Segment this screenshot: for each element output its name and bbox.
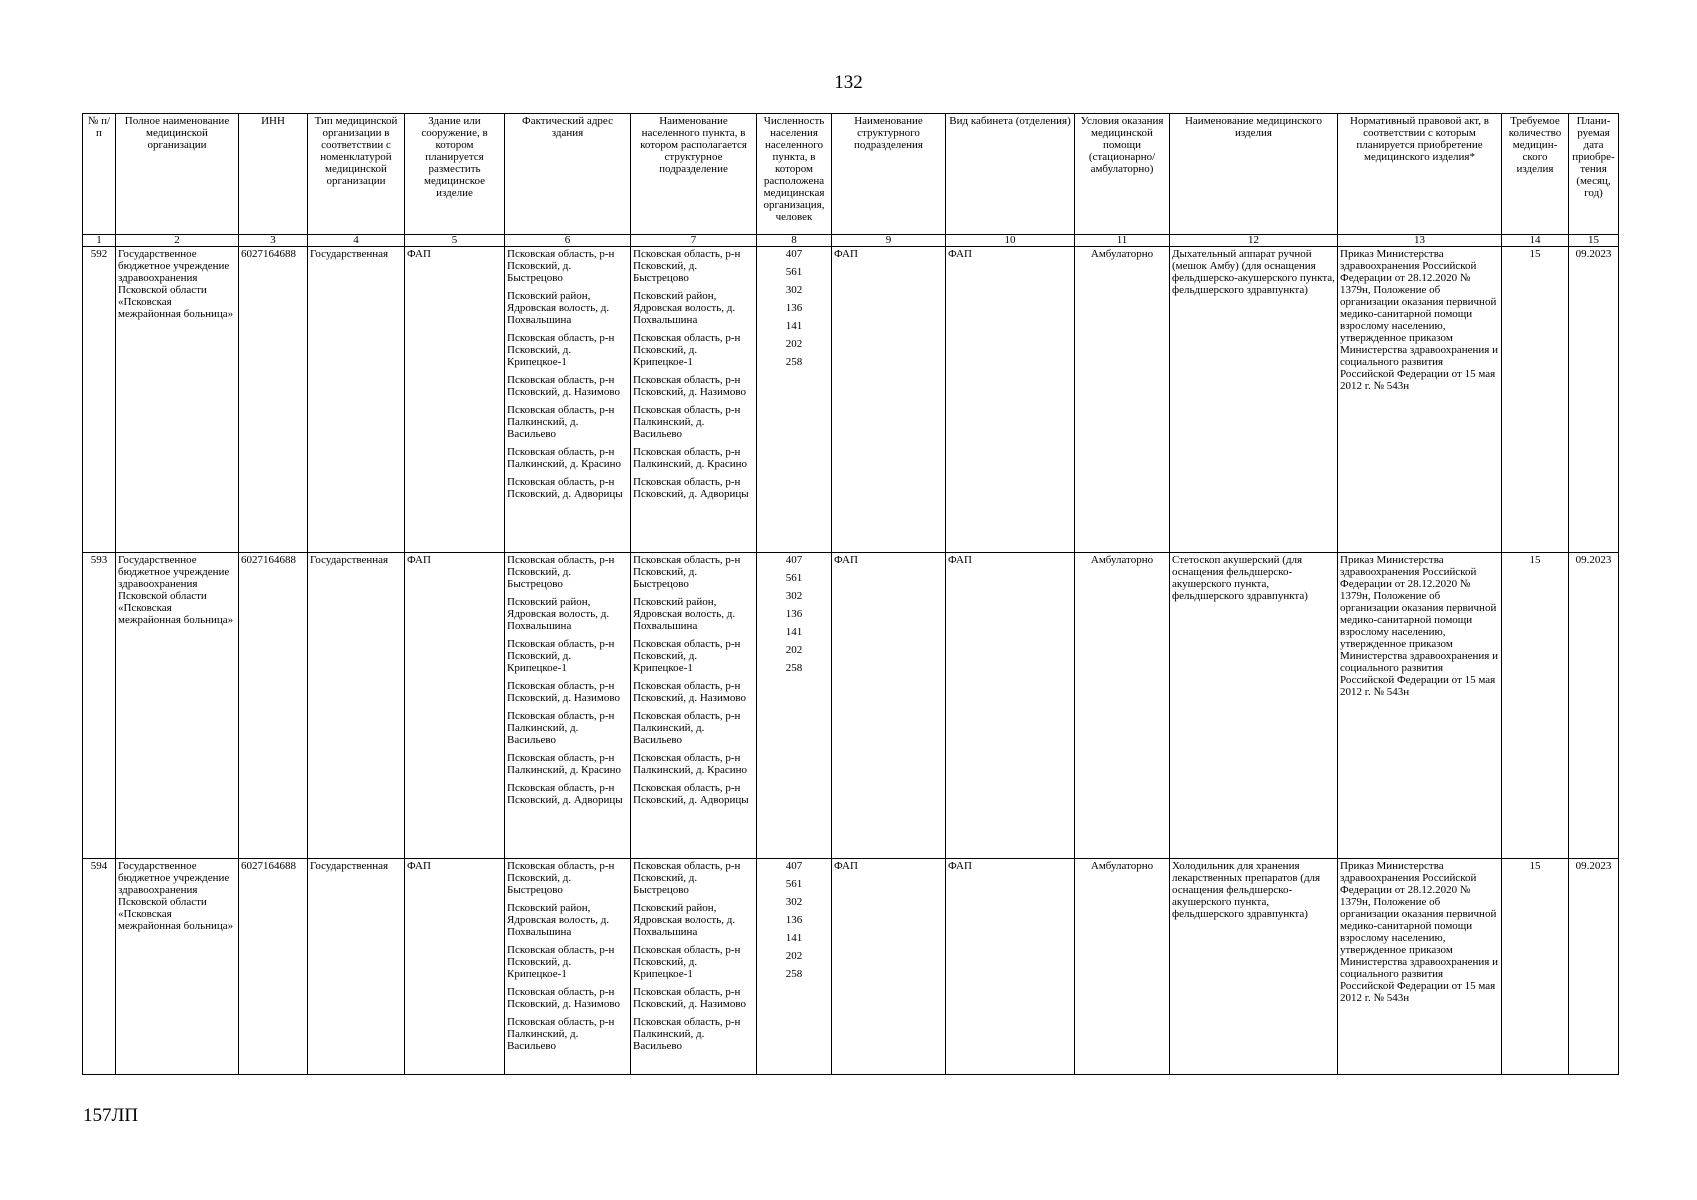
address: Псковская область, р-н Палкинский, д. Красино <box>507 752 622 776</box>
settlement: Псковская область, р-н Псковский, д. Адворицы <box>633 782 749 806</box>
address: Псковская область, р-н Псковский, д. Быстрецово <box>507 554 615 590</box>
column-number: 6 <box>505 235 631 247</box>
population: 302 <box>785 284 803 296</box>
address: Псковская область, р-н Псковский, д. Крипецкое-1 <box>507 944 615 980</box>
settlement: Псковская область, р-н Псковский, д. Адворицы <box>633 476 749 500</box>
column-number: 1 <box>83 235 116 247</box>
column-number: 5 <box>405 235 505 247</box>
subdivision: ФАП <box>832 553 946 859</box>
address-list <box>505 247 631 553</box>
header-type: Тип медицинской организации в соответствии с номенклатурой медицинской организации <box>308 114 405 235</box>
address: Псковский район, Ядровская волость, д. Похвальшина <box>507 290 610 326</box>
column-number: 12 <box>1170 235 1338 247</box>
column-number: 15 <box>1569 235 1619 247</box>
document-code: 157ЛП <box>83 1105 139 1126</box>
settlement: Псковский район, Ядровская волость, д. Похвальшина <box>633 902 736 938</box>
column-number-row <box>83 235 1619 247</box>
settlement: Псковский район, Ядровская волость, д. Похвальшина <box>633 290 736 326</box>
column-number: 2 <box>116 235 239 247</box>
settlement: Псковская область, р-н Псковский, д. Крипецкое-1 <box>633 332 741 368</box>
settlement: Псковская область, р-н Псковский, д. Быстрецово <box>633 860 741 896</box>
settlement: Псковская область, р-н Палкинский, д. Васильево <box>633 1016 741 1052</box>
header-org: Полное наименование медицинской организации <box>116 114 239 235</box>
device-name: Холодильник для хранения лекарственных препаратов (для оснащения фельдшерско-акушерского пункта, фельдшерского здравпункта) <box>1170 859 1338 1075</box>
row-number: 592 <box>83 247 116 553</box>
org-type: Государственная <box>308 859 405 1075</box>
address: Псковская область, р-н Псковский, д. Назимово <box>507 680 620 704</box>
cabinet: ФАП <box>946 553 1075 859</box>
settlement: Псковская область, р-н Палкинский, д. Красино <box>633 446 748 470</box>
planned-date: 09.2023 <box>1569 859 1619 1075</box>
address: Псковская область, р-н Псковский, д. Назимово <box>507 374 620 398</box>
legal-act: Приказ Министерства здравоохранения Российской Федерации от 28.12.2020 № 1379н, Положение об организации оказания первичной медико-санитарной помощи взрослому населению, утвержденное приказом Министерства здравоохранения и социального развития Российской Федерации от 15 мая 2012 г. № 543н <box>1338 553 1502 859</box>
address: Псковская область, р-н Псковский, д. Быстрецово <box>507 860 615 896</box>
column-number: 3 <box>239 235 308 247</box>
population: 302 <box>785 590 803 602</box>
header-cabinet: Вид кабинета (отделения) <box>946 114 1075 235</box>
org-type: Государственная <box>308 247 405 553</box>
address: Псковская область, р-н Псковский, д. Быстрецово <box>507 248 615 284</box>
column-number: 8 <box>757 235 832 247</box>
planned-date: 09.2023 <box>1569 553 1619 859</box>
org-name: Государственное бюджетное учреждение здравоохранения Псковской области «Псковская межрайонная больница» <box>116 247 239 553</box>
legal-act: Приказ Министерства здравоохранения Российской Федерации от 28.12.2020 № 1379н, Положение об организации оказания первичной медико-санитарной помощи взрослому населению, утвержденное приказом Министерства здравоохранения и социального развития Российской Федерации от 15 мая 2012 г. № 543н <box>1338 247 1502 553</box>
address: Псковская область, р-н Псковский, д. Назимово <box>507 986 620 1010</box>
cabinet: ФАП <box>946 859 1075 1075</box>
settlement: Псковская область, р-н Псковский, д. Крипецкое-1 <box>633 944 741 980</box>
device-name: Дыхательный аппарат ручной (мешок Амбу) (для оснащения фельдшерско-акушерского пункта, фельдшерского здравпункта) <box>1170 247 1338 553</box>
inn: 6027164688 <box>239 247 308 553</box>
address: Псковская область, р-н Палкинский, д. Красино <box>507 446 622 470</box>
subdivision: ФАП <box>832 247 946 553</box>
settlement: Псковская область, р-н Палкинский, д. Васильево <box>633 404 741 440</box>
population: 258 <box>785 968 803 980</box>
row-number: 594 <box>83 859 116 1075</box>
population-list <box>757 247 832 553</box>
device-name: Стетоскоп акушерский (для оснащения фельдшерско-акушерского пункта, фельдшерского здравпункта) <box>1170 553 1338 859</box>
population: 136 <box>785 914 803 926</box>
building: ФАП <box>405 247 505 553</box>
planned-date: 09.2023 <box>1569 247 1619 553</box>
page-number: 132 <box>834 72 863 93</box>
address: Псковская область, р-н Псковский, д. Адворицы <box>507 476 623 500</box>
population: 141 <box>785 932 803 944</box>
population: 561 <box>785 266 803 278</box>
header-act: Нормативный правовой акт, в соответствии с которым планируется приобретение медицинского изделия* <box>1338 114 1502 235</box>
settlement: Псковская область, р-н Псковский, д. Быстрецово <box>633 554 741 590</box>
column-number: 4 <box>308 235 405 247</box>
table-row <box>83 247 1619 553</box>
subdivision: ФАП <box>832 859 946 1075</box>
population-list <box>757 859 832 1075</box>
address: Псковская область, р-н Псковский, д. Крипецкое-1 <box>507 332 615 368</box>
table-row <box>83 553 1619 859</box>
population: 141 <box>785 320 803 332</box>
header-row <box>83 114 1619 235</box>
population: 136 <box>785 302 803 314</box>
column-number: 11 <box>1075 235 1170 247</box>
header-device: Наименование медицинского изделия <box>1170 114 1338 235</box>
cabinet: ФАП <box>946 247 1075 553</box>
settlement: Псковская область, р-н Палкинский, д. Васильево <box>633 710 741 746</box>
settlement-list <box>631 859 757 1075</box>
address-list <box>505 859 631 1075</box>
header-inn: ИНН <box>239 114 308 235</box>
population: 202 <box>785 338 803 350</box>
header-address: Фактический адрес здания <box>505 114 631 235</box>
population: 136 <box>785 608 803 620</box>
column-number: 7 <box>631 235 757 247</box>
population: 258 <box>785 662 803 674</box>
medical-devices-table <box>82 113 1619 1075</box>
population: 202 <box>785 644 803 656</box>
address: Псковский район, Ядровская волость, д. Похвальшина <box>507 596 610 632</box>
org-type: Государственная <box>308 553 405 859</box>
settlement: Псковская область, р-н Палкинский, д. Красино <box>633 752 748 776</box>
address: Псковская область, р-н Палкинский, д. Васильево <box>507 404 615 440</box>
conditions: Амбулаторно <box>1075 553 1170 859</box>
header-population: Численность населения населенного пункта, в котором расположена медицинская организация, человек <box>757 114 832 235</box>
address-list <box>505 553 631 859</box>
settlement: Псковская область, р-н Псковский, д. Назимово <box>633 680 746 704</box>
population: 561 <box>785 878 803 890</box>
quantity: 15 <box>1502 247 1569 553</box>
population: 258 <box>785 356 803 368</box>
population: 407 <box>785 248 803 260</box>
header-num: № п/п <box>83 114 116 235</box>
settlement: Псковская область, р-н Псковский, д. Назимово <box>633 374 746 398</box>
settlement: Псковская область, р-н Псковский, д. Быстрецово <box>633 248 741 284</box>
conditions: Амбулаторно <box>1075 859 1170 1075</box>
settlement-list <box>631 553 757 859</box>
population: 302 <box>785 896 803 908</box>
population: 407 <box>785 554 803 566</box>
population-list <box>757 553 832 859</box>
address: Псковская область, р-н Псковский, д. Крипецкое-1 <box>507 638 615 674</box>
population: 141 <box>785 626 803 638</box>
header-date: Плани-руемая дата приобре-тения (месяц, год) <box>1569 114 1619 235</box>
column-number: 10 <box>946 235 1075 247</box>
population: 561 <box>785 572 803 584</box>
population: 407 <box>785 860 803 872</box>
inn: 6027164688 <box>239 553 308 859</box>
address: Псковский район, Ядровская волость, д. Похвальшина <box>507 902 610 938</box>
header-building: Здание или сооружение, в котором планируется разместить медицинское изделие <box>405 114 505 235</box>
legal-act: Приказ Министерства здравоохранения Российской Федерации от 28.12.2020 № 1379н, Положение об организации оказания первичной медико-санитарной помощи взрослому населению, утвержденное приказом Министерства здравоохранения и социального развития Российской Федерации от 15 мая 2012 г. № 543н <box>1338 859 1502 1075</box>
settlement-list <box>631 247 757 553</box>
org-name: Государственное бюджетное учреждение здравоохранения Псковской области «Псковская межрайонная больница» <box>116 553 239 859</box>
address: Псковская область, р-н Псковский, д. Адворицы <box>507 782 623 806</box>
quantity: 15 <box>1502 859 1569 1075</box>
header-conditions: Условия оказания медицинской помощи (стационарно/ амбулаторно) <box>1075 114 1170 235</box>
quantity: 15 <box>1502 553 1569 859</box>
inn: 6027164688 <box>239 859 308 1075</box>
org-name: Государственное бюджетное учреждение здравоохранения Псковской области «Псковская межрайонная больница» <box>116 859 239 1075</box>
column-number: 9 <box>832 235 946 247</box>
header-settlement: Наименование населенного пункта, в котором располагается структурное подразделение <box>631 114 757 235</box>
conditions: Амбулаторно <box>1075 247 1170 553</box>
building: ФАП <box>405 553 505 859</box>
settlement: Псковская область, р-н Псковский, д. Крипецкое-1 <box>633 638 741 674</box>
column-number: 13 <box>1338 235 1502 247</box>
settlement: Псковский район, Ядровская волость, д. Похвальшина <box>633 596 736 632</box>
settlement: Псковская область, р-н Псковский, д. Назимово <box>633 986 746 1010</box>
population: 202 <box>785 950 803 962</box>
address: Псковская область, р-н Палкинский, д. Васильево <box>507 710 615 746</box>
address: Псковская область, р-н Палкинский, д. Васильево <box>507 1016 615 1052</box>
table-row <box>83 859 1619 1075</box>
header-subdivision: Наименование структурного подразделения <box>832 114 946 235</box>
row-number: 593 <box>83 553 116 859</box>
building: ФАП <box>405 859 505 1075</box>
column-number: 14 <box>1502 235 1569 247</box>
header-quantity: Требуемое количество медицин-ского изделия <box>1502 114 1569 235</box>
